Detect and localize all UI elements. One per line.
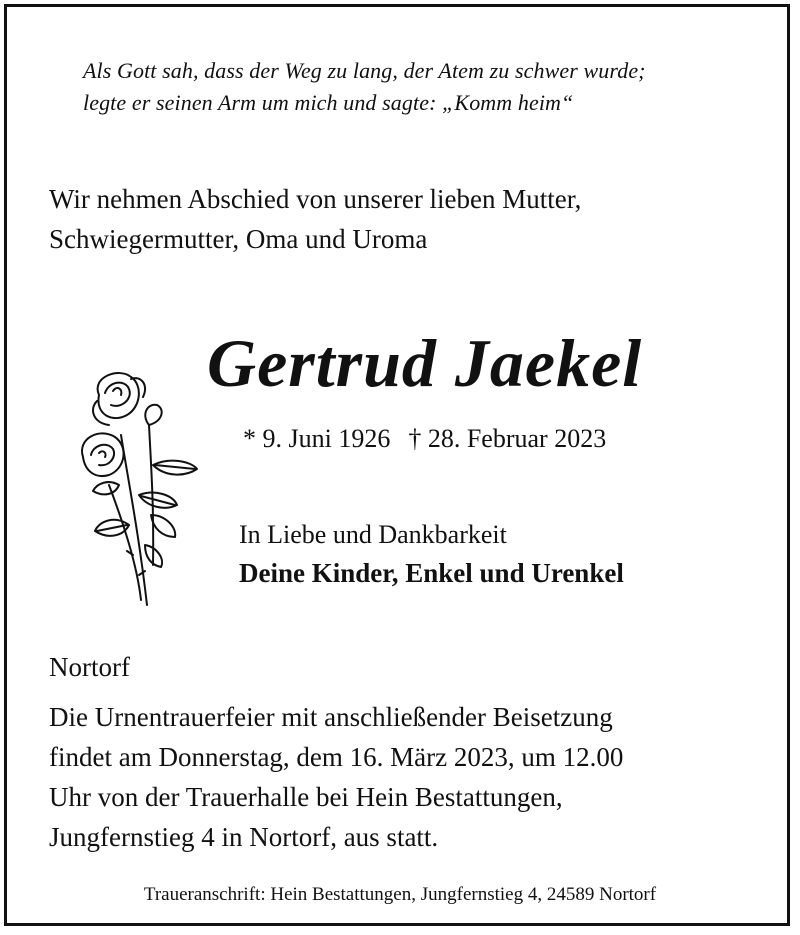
life-dates [243, 421, 606, 457]
ceremony-line-4: Jungfernstieg 4 in Nortorf, aus statt. [49, 822, 439, 852]
farewell-intro [49, 179, 769, 259]
ceremony-line-1: Die Urnentrauerfeier mit anschließender Beisetzung [49, 702, 613, 732]
death-date: † 28. Februar 2023 [408, 424, 607, 453]
intro-line-1: Wir nehmen Abschied von unserer lieben Mutter, [49, 184, 582, 214]
rose-illustration-icon [69, 365, 209, 615]
birth-date: * 9. Juni 1926 [243, 424, 391, 453]
intro-line-2: Schwiegermutter, Oma und Uroma [49, 224, 428, 254]
place-name: Nortorf [49, 652, 130, 682]
deceased-name: Gertrud Jaekel [207, 325, 643, 401]
condolence-address: Traueranschrift: Hein Bestattungen, Jungfernstieg 4, 24589 Nortorf [143, 884, 657, 905]
mourners-dedication: In Liebe und Dankbarkeit [239, 520, 507, 549]
mourners-names: Deine Kinder, Enkel und Urenkel [239, 558, 624, 588]
obituary-notice [4, 4, 790, 926]
ceremony-line-3: Uhr von der Trauerhalle bei Hein Bestattungen, [49, 782, 563, 812]
ceremony-line-2: findet am Donnerstag, dem 16. März 2023, um 12.00 [49, 742, 624, 772]
memorial-quote [83, 55, 773, 119]
quote-line-1: Als Gott sah, dass der Weg zu lang, der Atem zu schwer wurde; [83, 58, 646, 83]
quote-line-2: legte er seinen Arm um mich und sagte: „Komm heim“ [83, 90, 574, 115]
ceremony-details [49, 697, 779, 857]
